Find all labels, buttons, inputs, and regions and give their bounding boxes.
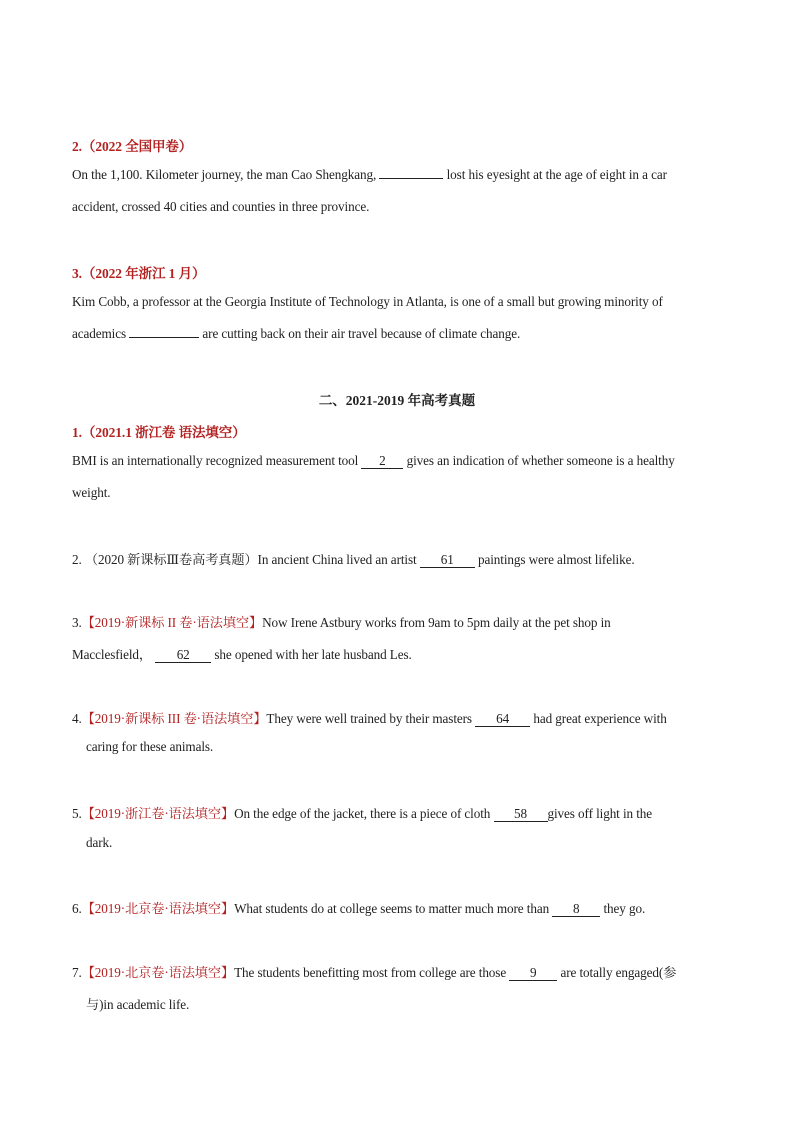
source-tag: 【2019·新课标 III 卷·语法填空】 [81, 711, 267, 726]
question-text: caring for these animals. [86, 739, 214, 754]
text-segment: gives an indication of whether someone is a healthy [403, 453, 675, 468]
text-segment: BMI is an internationally recognized measurement tool [72, 453, 362, 468]
text-segment: Now Irene Astbury works from 9am to 5pm daily at the pet shop in [262, 615, 611, 630]
text-segment: They were well trained by their masters [266, 711, 476, 726]
text-segment: they go. [600, 901, 646, 916]
text-segment: had great experience with [530, 711, 667, 726]
question-text [72, 898, 645, 917]
text-segment: are totally engaged(参 [557, 965, 677, 980]
text-segment: paintings were almost lifelike. [474, 552, 635, 567]
text-segment: she opened with her late husband Les. [211, 647, 412, 662]
source-tag: 【2019·新课标 II 卷·语法填空】 [81, 615, 263, 630]
question-text [72, 549, 635, 568]
question-text [72, 644, 412, 663]
text-segment: On the 1,100. Kilometer journey, the man Cao Shengkang, [72, 167, 380, 182]
question-text [72, 803, 652, 822]
answer-blank[interactable] [379, 178, 443, 179]
text-segment: academics [72, 326, 130, 341]
question-header: 1.（2021.1 浙江卷 语法填空） [72, 425, 246, 440]
section-title: 二、2021-2019 年高考真题 [318, 393, 476, 408]
question-number: 4. [72, 711, 82, 726]
question-text [72, 326, 520, 342]
answer-blank[interactable]: 2 [361, 454, 403, 469]
question-number: 6. [72, 901, 82, 916]
source-tag: 【2019·北京卷·语法填空】 [81, 965, 235, 980]
question-text [72, 453, 675, 469]
text-segment: lost his eyesight at the age of eight in a car [443, 167, 667, 182]
question-text [72, 167, 667, 183]
text-segment: 2. （2020 新课标Ⅲ卷高考真题）In ancient China lived an artist [72, 552, 420, 567]
text-segment: are cutting back on their air travel because of climate change. [199, 326, 521, 341]
answer-blank[interactable]: 58 [494, 807, 548, 822]
text-segment: What students do at college seems to matter much more than [234, 901, 553, 916]
source-tag: 【2019·北京卷·语法填空】 [81, 901, 235, 916]
question-header: 3.（2022 年浙江 1 月） [72, 266, 206, 281]
answer-blank[interactable]: 8 [552, 902, 600, 917]
answer-blank[interactable] [129, 337, 199, 338]
question-text [72, 708, 667, 727]
text-segment: Macclesfield， [72, 647, 156, 662]
text-segment: The students benefitting most from college are those [234, 965, 510, 980]
question-text: weight. [72, 485, 111, 500]
question-header: 2.（2022 全国甲卷） [72, 139, 193, 154]
answer-blank[interactable]: 62 [155, 648, 211, 663]
question-text: Kim Cobb, a professor at the Georgia Institute of Technology in Atlanta, is one of a small but growing minority of [72, 294, 663, 309]
question-text [72, 612, 611, 631]
answer-blank[interactable]: 9 [509, 966, 557, 981]
question-number: 5. [72, 806, 82, 821]
question-text [72, 962, 676, 981]
question-text: dark. [86, 835, 113, 850]
answer-blank[interactable]: 61 [420, 553, 475, 568]
question-text: 与)in academic life. [86, 997, 190, 1012]
answer-blank[interactable]: 64 [475, 712, 530, 727]
text-segment: On the edge of the jacket, there is a piece of cloth [234, 806, 494, 821]
question-text: accident, crossed 40 cities and counties in three province. [72, 199, 370, 214]
source-tag: 【2019·浙江卷·语法填空】 [81, 806, 235, 821]
text-segment: gives off light in the [547, 806, 653, 821]
question-number: 3. [72, 615, 82, 630]
question-number: 7. [72, 965, 82, 980]
